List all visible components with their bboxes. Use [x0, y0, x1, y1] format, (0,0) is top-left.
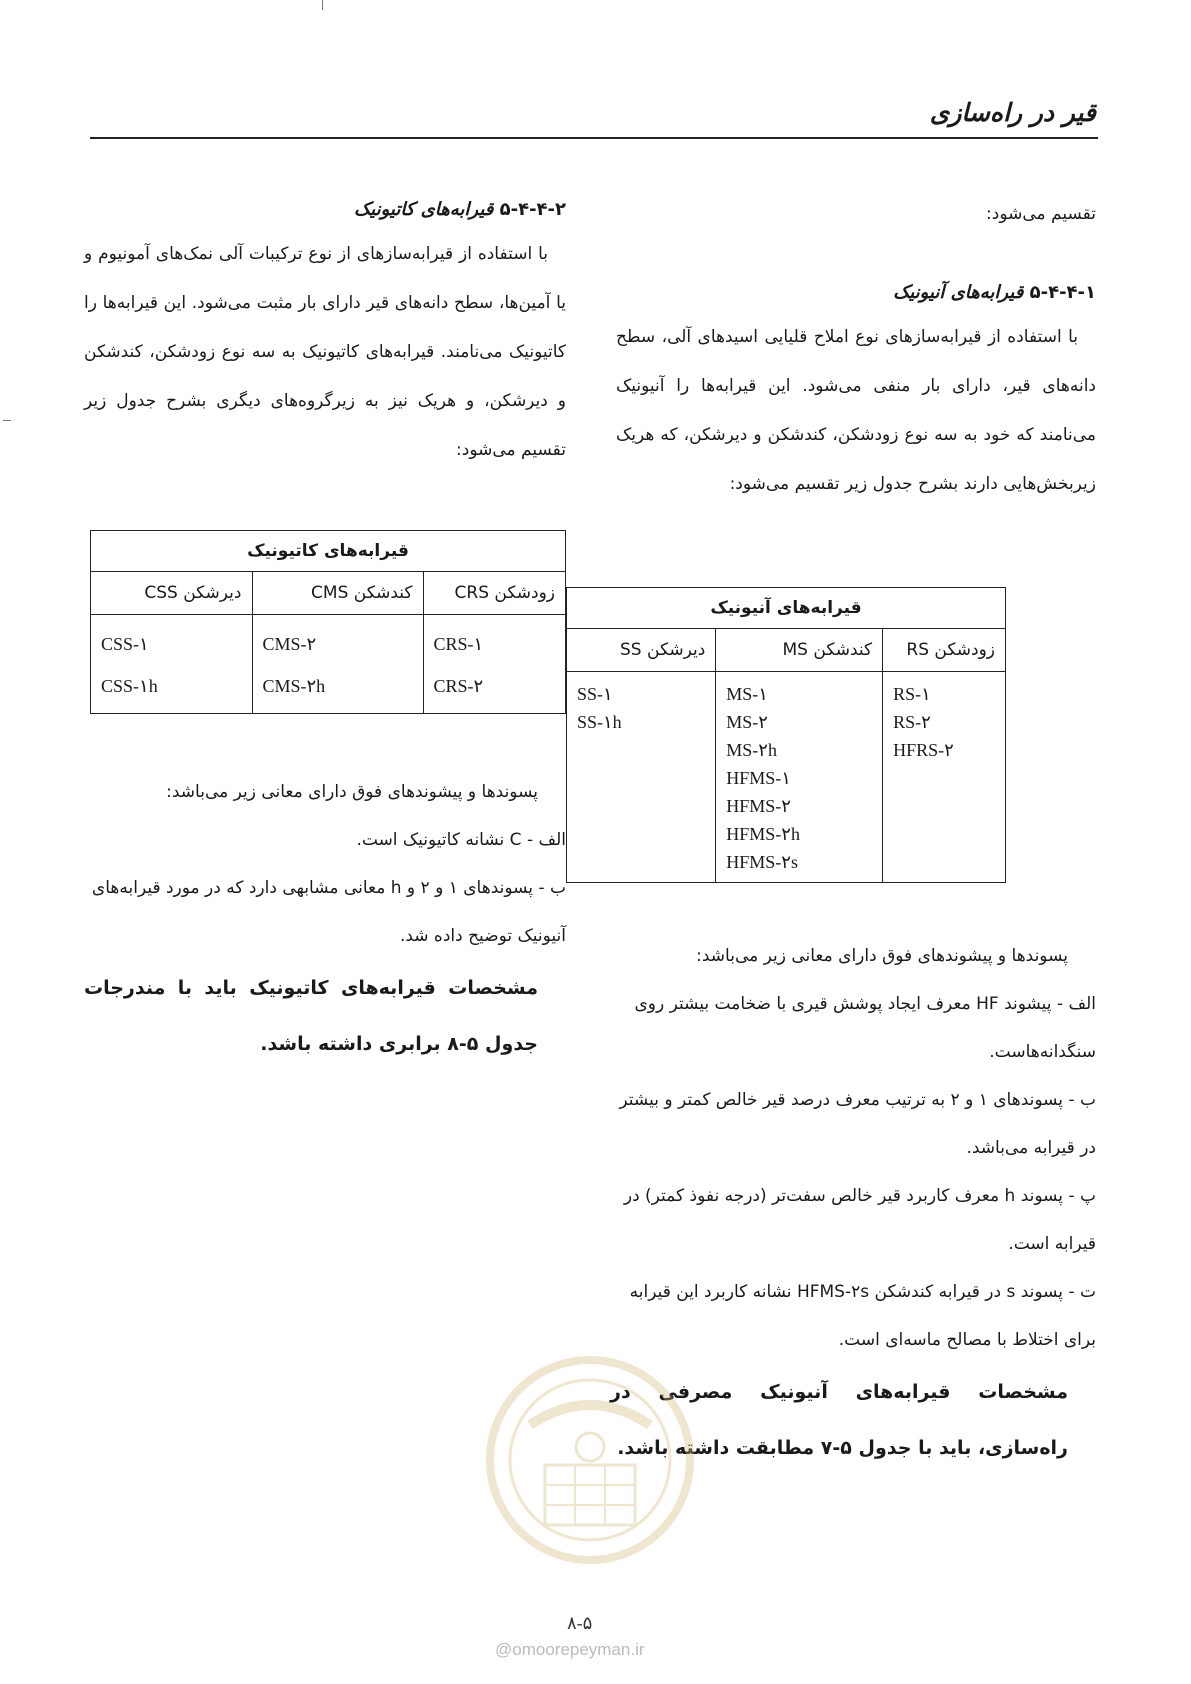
scan-tick-mark — [3, 420, 11, 421]
page-number: ۸-۵ — [567, 1613, 593, 1633]
table-cell-value: MS-۲h — [726, 740, 777, 760]
anionic-notes — [610, 932, 1096, 1476]
cationic-table — [90, 530, 566, 714]
cationic-spec-statement: مشخصات قیرابه‌های کاتیونیک باید با مندرجات جدول ۵-۸ برابری داشته باشد. — [84, 977, 538, 1055]
note-item: ب - پسوندهای ۱ و ۲ به ترتیب معرف درصد قیر خالص کمتر و بیشتر در قیرابه می‌باشد. — [619, 1090, 1096, 1158]
table-cell-value: HFMS-۱ — [726, 768, 791, 788]
table-header: زودشکن CRS — [423, 572, 566, 615]
note-item: ب - پسوندهای ۱ و ۲ و h معانی مشابهی دارد که در مورد قیرابه‌های آنیونیک توضیح داده شد. — [91, 878, 566, 946]
cationic-notes — [84, 768, 566, 1072]
table-cell-value: MS-۱ — [726, 684, 768, 704]
table-header: زودشکن RS — [883, 629, 1006, 672]
header-rule — [90, 137, 1098, 139]
table-cell — [252, 615, 423, 714]
table-cell-value: RS-۲ — [893, 712, 931, 732]
table-cell-value: HFMS-۲s — [726, 852, 798, 872]
table-cell-value: RS-۱ — [893, 684, 931, 704]
table-cell-value: CSS-۱h — [101, 676, 158, 696]
scan-tick-mark — [322, 0, 323, 10]
section-number: ۵-۴-۴-۲ — [499, 199, 566, 220]
section-number: ۵-۴-۴-۱ — [1029, 282, 1096, 303]
anionic-paragraph: با استفاده از قیرابه‌سازهای نوع املاح قلیایی اسیدهای آلی، سطح دانه‌های قیر، دارای بار منفی می‌شود. این قیرابه‌ها را آنیونیک می‌نامند که خود به سه نوع زودشکن، کندشکن و دیرشکن، که هریک زیربخش‌هایی دارند بشرح جدول زیر تقسیم می‌شود: — [616, 327, 1096, 494]
table-caption: قیرابه‌های کاتیونیک — [91, 531, 566, 572]
note-item: الف - C نشانه کاتیونیک است. — [356, 830, 566, 850]
table-cell-value: HFMS-۲ — [726, 796, 791, 816]
anionic-spec-statement: مشخصات قیرابه‌های آنیونیک مصرفی در راه‌سازی، باید با جدول ۵-۷ مطابقت داشته باشد. — [610, 1381, 1068, 1459]
table-caption: قیرابه‌های آنیونیک — [567, 588, 1006, 629]
note-item: پ - پسوند h معرف کاربرد قیر خالص سفت‌تر (درجه نفوذ کمتر) در قیرابه است. — [623, 1186, 1096, 1254]
table-header: دیرشکن SS — [567, 629, 716, 672]
table-cell-value: SS-۱ — [577, 684, 613, 704]
note-item: ت - پسوند s در قیرابه کندشکن HFMS-۲s نشانه کاربرد این قیرابه برای اختلاط با مصالح ماسه‌ای است. — [629, 1282, 1096, 1350]
table-cell — [716, 672, 883, 883]
left-column — [84, 190, 566, 475]
anionic-table — [566, 587, 1006, 883]
table-cell-value: SS-۱h — [577, 712, 622, 732]
section-heading-cationic — [84, 190, 566, 230]
table-cell — [423, 615, 566, 714]
table-cell-value: HFMS-۲h — [726, 824, 800, 844]
intro-text: تقسیم می‌شود: — [986, 204, 1096, 224]
table-header: دیرشکن CSS — [91, 572, 253, 615]
watermark-seal-icon — [485, 1355, 695, 1565]
table-header: کندشکن CMS — [252, 572, 423, 615]
table-cell — [567, 672, 716, 883]
notes-intro: پسوندها و پیشوندهای فوق دارای معانی زیر می‌باشد: — [166, 782, 538, 802]
table-cell-value: CRS-۲ — [433, 676, 484, 696]
table-header: کندشکن MS — [716, 629, 883, 672]
table-cell-value: CSS-۱ — [101, 634, 149, 654]
note-item: الف - پیشوند HF معرف ایجاد پوشش قیری با ضخامت بیشتر روی سنگدانه‌هاست. — [634, 994, 1096, 1062]
table-cell-value: CMS-۲ — [262, 634, 317, 654]
right-column — [616, 190, 1096, 509]
notes-intro: پسوندها و پیشوندهای فوق دارای معانی زیر می‌باشد: — [696, 946, 1068, 966]
cationic-paragraph: با استفاده از قیرابه‌سازهای از نوع ترکیبات آلی نمک‌های آمونیوم و یا آمین‌ها، سطح دانه‌های قیر دارای بار مثبت می‌شود. این قیرابه‌ها را کاتیونیک می‌نامند. قیرابه‌های کاتیونیک به سه نوع زودشکن، کندشکن و دیرشکن، و هریک نیز به زیرگروه‌های دیگری بشرح جدول زیر تقسیم می‌شود: — [84, 244, 566, 460]
table-cell — [883, 672, 1006, 883]
table-cell-value: CMS-۲h — [262, 676, 326, 696]
table-cell-value: CRS-۱ — [433, 634, 484, 654]
section-heading-anionic — [616, 273, 1096, 313]
table-cell — [91, 615, 253, 714]
section-title: قیرابه‌های کاتیونیک — [354, 199, 494, 220]
watermark-url: @omoorepeyman.ir — [495, 1640, 645, 1659]
table-cell-value: MS-۲ — [726, 712, 768, 732]
page-header-title: قیر در راه‌سازی — [929, 98, 1096, 127]
table-cell-value: HFRS-۲ — [893, 740, 954, 760]
section-title: قیرابه‌های آنیونیک — [893, 282, 1024, 303]
